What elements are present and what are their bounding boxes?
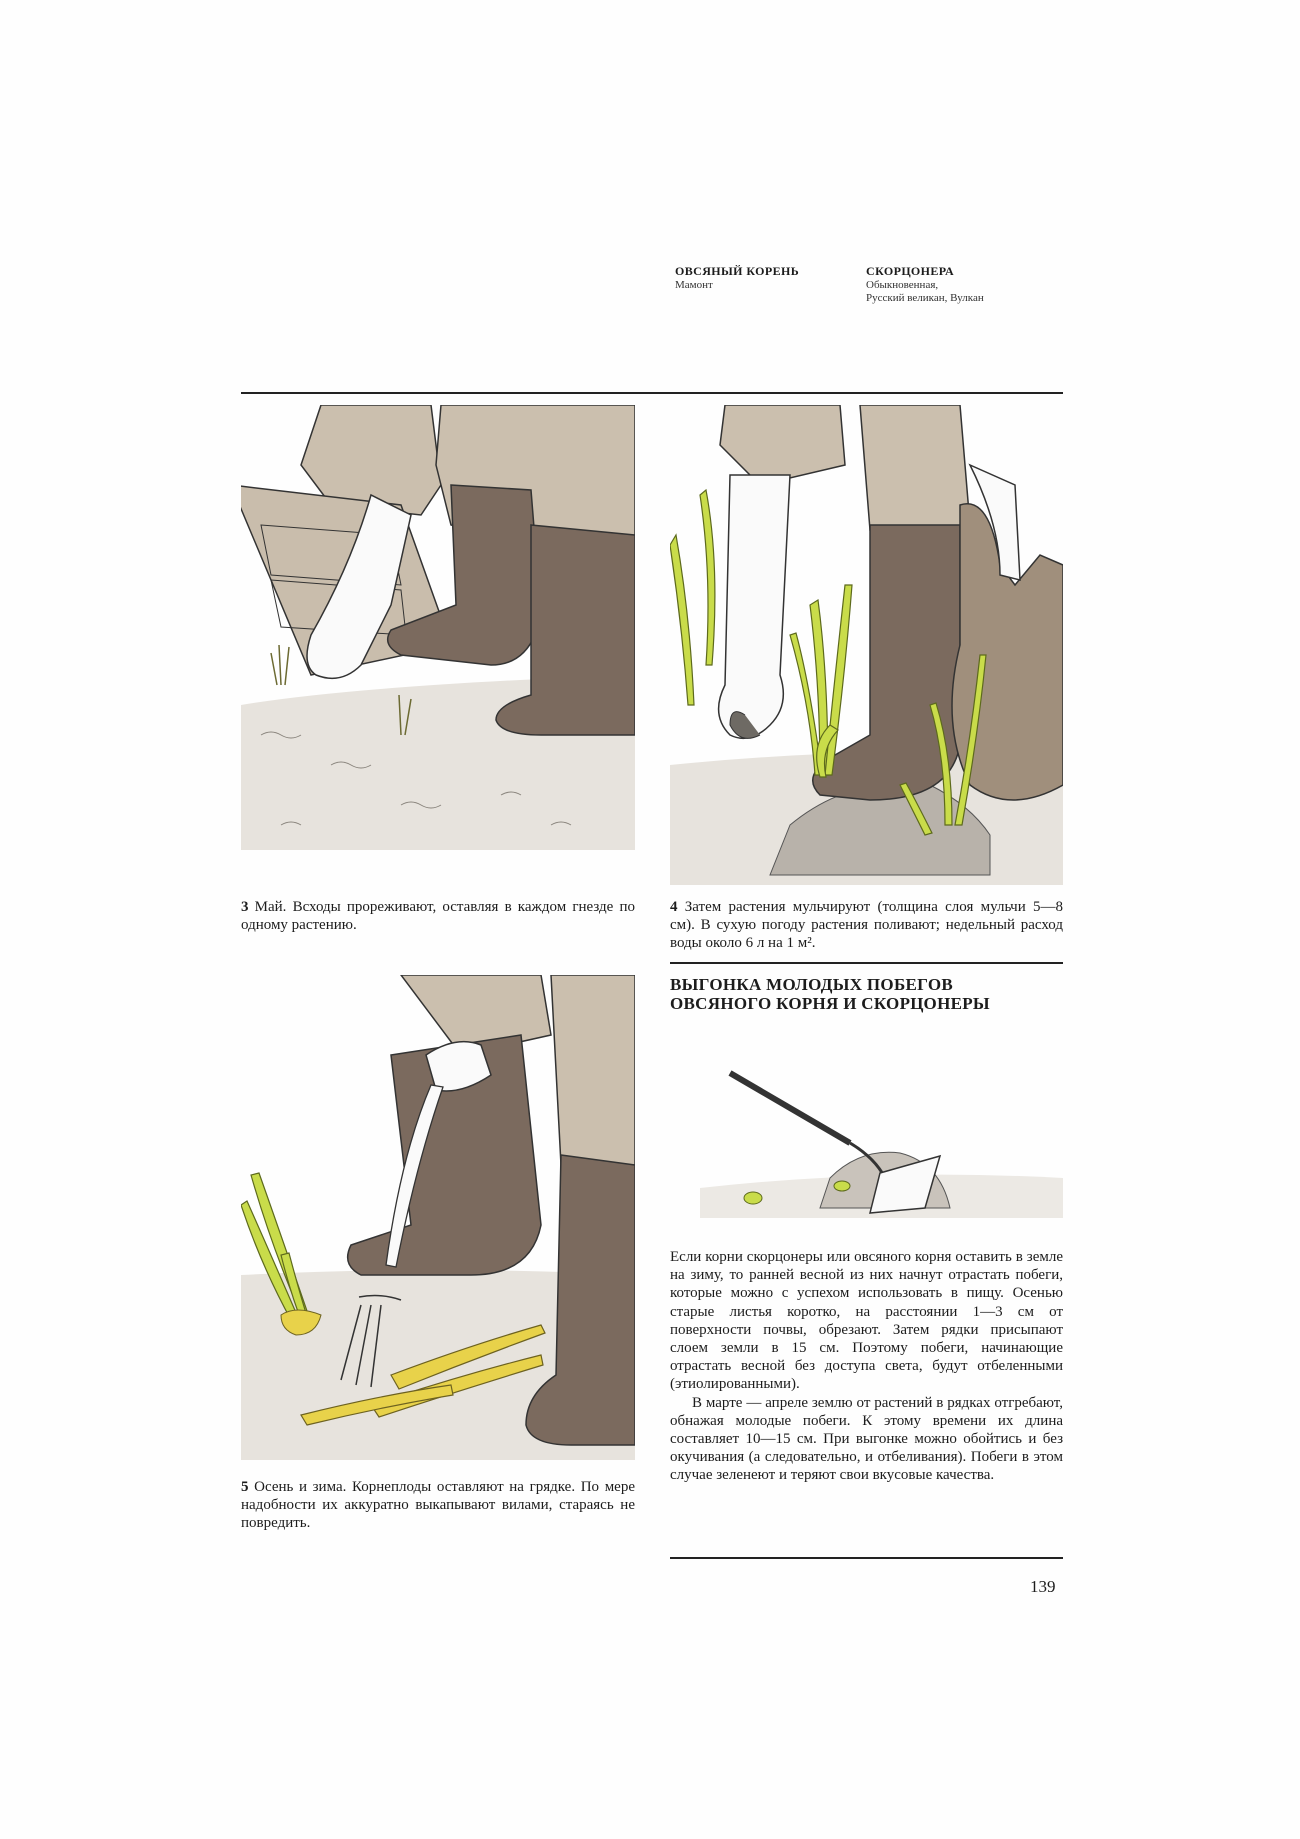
caption-step-4-text: Затем растения мульчируют (толщина слоя мульчи 5—8 см). В сухую погоду растения поливают; недельный расход воды около 6 л на 1 м². bbox=[670, 899, 1063, 951]
header-right-subtitle-1: Обыкновенная, bbox=[866, 279, 939, 291]
header-left bbox=[675, 264, 799, 292]
section-paragraph-1: Если корни скорцонеры или овсяного корня оставить в земле на зиму, то ранней весной из них начнут отрастать побеги, которые можно с успехом использовать в пищу. Осенью старые листья коротко, на расстоянии 1—3 см от поверхности почвы, обрезают. Затем рядки присыпают слоем земли в 15 см. Поэтому побеги, начинающие отрастать весной без доступа света, будут отбеленными (этиолированными). bbox=[670, 1249, 1063, 1393]
section-body bbox=[670, 1248, 1063, 1485]
top-rule bbox=[241, 392, 1063, 394]
section-title-line-1: ВЫГОНКА МОЛОДЫХ ПОБЕГОВ bbox=[670, 975, 953, 994]
illustration-hoe bbox=[700, 1068, 1063, 1223]
caption-step-4-number: 4 bbox=[670, 899, 678, 915]
illustration-mulching bbox=[670, 405, 1063, 885]
header-left-title: ОВСЯНЫЙ КОРЕНЬ bbox=[675, 264, 800, 278]
caption-step-5-text: Осень и зима. Корнеплоды оставляют на грядке. По мере надобности их аккуратно выкапывают вилами, стараясь не повредить. bbox=[241, 1479, 635, 1531]
bottom-rule bbox=[670, 1557, 1063, 1559]
caption-step-3-number: 3 bbox=[241, 899, 249, 915]
illustration-thinning bbox=[241, 405, 635, 850]
header-right-title: СКОРЦОНЕРА bbox=[866, 264, 955, 278]
caption-step-5 bbox=[241, 1478, 635, 1532]
illustration-digging bbox=[241, 975, 635, 1460]
caption-step-3 bbox=[241, 898, 635, 934]
caption-step-3-text: Май. Всходы прореживают, оставляя в каждом гнезде по одному растению. bbox=[241, 899, 636, 933]
caption-step-4 bbox=[670, 898, 1063, 952]
section-paragraph-2: В марте — апреле землю от растений в рядках отгребают, обнажая молодые побеги. К этому времени их длина составляет 10—15 см. При выгонке можно обойтись и без окучивания (а следовательно, и отбеливания). Побеги в этом случае зеленеют и теряют свои вкусовые качества. bbox=[670, 1394, 1063, 1484]
section-title-line-2: ОВСЯНОГО КОРНЯ И СКОРЦОНЕРЫ bbox=[670, 994, 990, 1013]
section-rule bbox=[670, 962, 1063, 964]
section-title bbox=[670, 975, 1063, 1013]
page-number: 139 bbox=[1030, 1577, 1056, 1596]
header-right-subtitle-2: Русский великан, Вулкан bbox=[866, 292, 984, 304]
header-right bbox=[866, 264, 984, 305]
caption-step-5-number: 5 bbox=[241, 1479, 249, 1495]
header-left-subtitle: Мамонт bbox=[675, 279, 713, 291]
